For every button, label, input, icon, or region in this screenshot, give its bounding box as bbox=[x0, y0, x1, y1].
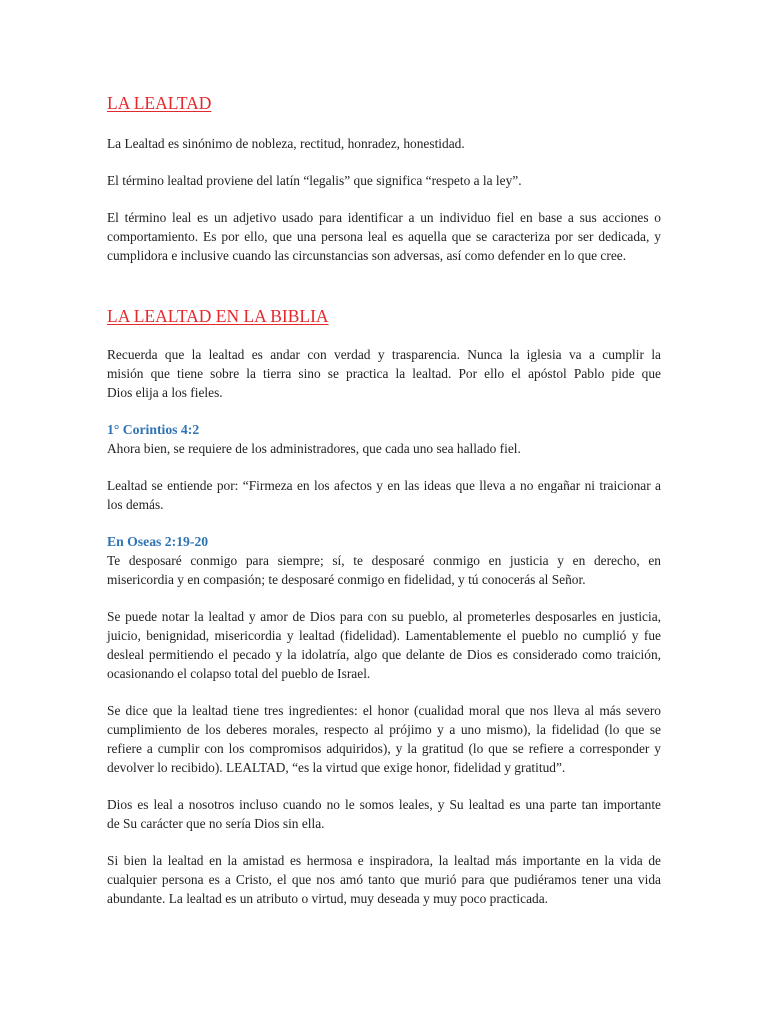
paragraph-synonyms bbox=[107, 134, 661, 153]
text-line: ocasionando el colapso total del pueblo de Israel. bbox=[107, 666, 371, 681]
text-line: juicio, benignidad, misericordia y lealtad (fidelidad). Lamentablemente el pueblo no cumplió y fue bbox=[107, 628, 661, 643]
text-line: El término lealtad proviene del latín “legalis” que significa “respeto a la ley”. bbox=[107, 173, 522, 188]
bible-reference-corintios bbox=[107, 420, 661, 458]
text-line: devolver lo recibido). LEALTAD, “es la virtud que exige honor, fidelidad y gratitud”. bbox=[107, 760, 566, 775]
text-line: cualquier persona es a Cristo, el que nos amó tanto que murió para que pudiéramos tener una vida bbox=[107, 872, 661, 887]
text-line: Recuerda que la lealtad es andar con verdad y trasparencia. Nunca la iglesia va a cumplir la bbox=[107, 347, 661, 362]
reference-heading: En Oseas 2:19-20 bbox=[107, 534, 209, 549]
text-line: El término leal es un adjetivo usado para identificar a un individuo fiel en base a sus acciones o bbox=[107, 210, 661, 225]
text-line: Dios es leal a nosotros incluso cuando no le somos leales, y Su lealtad es una parte tan importante bbox=[107, 797, 661, 812]
heading-la-lealtad: LA LEALTAD bbox=[107, 93, 212, 113]
paragraph-three-ingredients bbox=[107, 701, 661, 777]
text-line: Se dice que la lealtad tiene tres ingredientes: el honor (cualidad moral que nos lleva al más severo bbox=[107, 703, 661, 718]
paragraph-truth-transparency bbox=[107, 345, 661, 402]
text-line: desleal permitiendo el pecado y la idolatría, algo que delante de Dios es considerado como traición, bbox=[107, 647, 661, 662]
text-line: misión que tiene sobre la tierra sino se practica la lealtad. Por ello el apóstol Pablo pide que bbox=[107, 366, 661, 381]
paragraph-lealtad-definition bbox=[107, 476, 661, 514]
text-line: Se puede notar la lealtad y amor de Dios para con su pueblo, al prometerles desposarles en justicia, bbox=[107, 609, 661, 624]
reference-heading: 1° Corintios 4:2 bbox=[107, 422, 200, 437]
text-line: Ahora bien, se requiere de los administradores, que cada uno sea hallado fiel. bbox=[107, 441, 521, 456]
text-line: cumplidora e inclusive cuando las circunstancias son adversas, así como defender en lo que cree. bbox=[107, 248, 627, 263]
text-line: los demás. bbox=[107, 497, 164, 512]
paragraph-loyalty-to-christ bbox=[107, 851, 661, 908]
text-line: Lealtad se entiende por: “Firmeza en los afectos y en las ideas que lleva a no engañar ni traicionar a bbox=[107, 478, 661, 493]
paragraph-definition bbox=[107, 208, 661, 265]
text-line: refiere a cumplir con los compromisos adquiridos), y la gratitud (lo que se refiere a corresponder y bbox=[107, 741, 661, 756]
paragraph-israel bbox=[107, 607, 661, 683]
paragraph-god-is-loyal bbox=[107, 795, 661, 833]
text-line: misericordia y en compasión; te desposaré conmigo en fidelidad, y tú conocerás al Señor. bbox=[107, 572, 586, 587]
text-line: de Su carácter que no sería Dios sin ella. bbox=[107, 816, 325, 831]
text-line: Dios elija a los fieles. bbox=[107, 385, 223, 400]
text-line: Si bien la lealtad en la amistad es hermosa e inspiradora, la lealtad más importante en la vida de bbox=[107, 853, 661, 868]
paragraph-etymology bbox=[107, 171, 661, 190]
text-line: abundante. La lealtad es un atributo o virtud, muy deseada y muy poco practicada. bbox=[107, 891, 548, 906]
text-line: cumplimiento de los deberes morales, respecto al prójimo y a uno mismo), la fidelidad (lo que se bbox=[107, 722, 661, 737]
heading-la-lealtad-en-la-biblia: LA LEALTAD EN LA BIBLIA bbox=[107, 306, 329, 326]
bible-reference-oseas bbox=[107, 532, 661, 589]
text-line: Te desposaré conmigo para siempre; sí, te desposaré conmigo en justicia y en derecho, en bbox=[107, 553, 661, 568]
document-body bbox=[107, 92, 661, 926]
text-line: comportamiento. Es por ello, que una persona leal es aquella que se caracteriza por ser dedicada, y bbox=[107, 229, 661, 244]
text-line: La Lealtad es sinónimo de nobleza, rectitud, honradez, honestidad. bbox=[107, 136, 465, 151]
